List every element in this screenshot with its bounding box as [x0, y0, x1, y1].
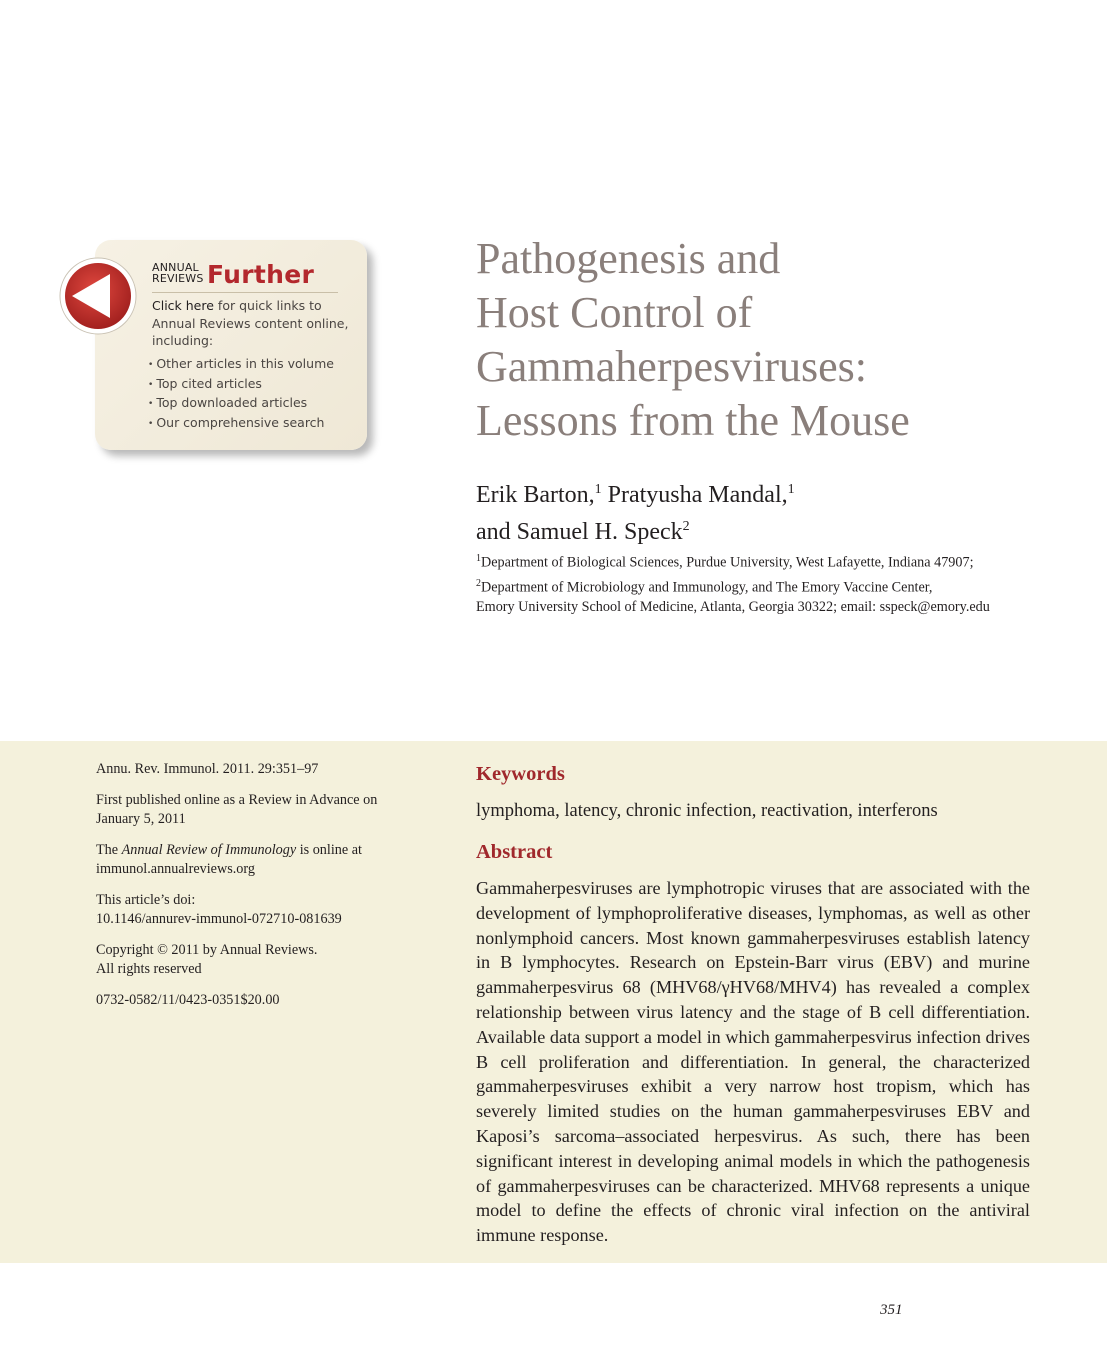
journal-online — [96, 841, 416, 880]
keywords-heading: Keywords — [476, 763, 565, 785]
author-1: Erik Barton, — [476, 482, 595, 508]
further-list — [148, 355, 334, 433]
further-item-other-articles[interactable]: • Other articles in this volume — [148, 355, 334, 375]
citation: Annu. Rev. Immunol. 2011. 29:351–97 — [96, 761, 319, 777]
doi-value[interactable]: 10.1146/annurev-immunol-072710-081639 — [96, 911, 342, 927]
further-intro-text: for quick links to Annual Reviews content online, including: — [152, 298, 349, 348]
doi-label: This article’s doi: — [96, 891, 196, 908]
author-1-sup: 1 — [594, 482, 602, 497]
affiliation-2-sup: 2 — [476, 578, 481, 589]
author-3: and Samuel H. Speck — [476, 519, 683, 545]
authors — [476, 474, 1076, 548]
title-line-1: Pathogenesis and — [476, 234, 781, 283]
title-line-2: Host Control of — [476, 288, 753, 337]
further-item-top-cited[interactable]: • Top cited articles — [148, 375, 334, 395]
title-line-4: Lessons from the Mouse — [476, 396, 910, 445]
journal-name: Annual Review of Immunology — [121, 841, 297, 858]
rights: All rights reserved — [96, 961, 202, 977]
author-3-sup: 2 — [682, 519, 690, 534]
further-item-search[interactable]: • Our comprehensive search — [148, 414, 334, 434]
keywords-text: lymphoma, latency, chronic infection, reactivation, interferons — [476, 801, 938, 821]
affiliation-2-text: Department of Microbiology and Immunology, and The Emory Vaccine Center, — [481, 579, 933, 596]
further-item-top-downloaded[interactable]: • Top downloaded articles — [148, 394, 334, 414]
back-arrow-icon[interactable] — [58, 256, 138, 336]
journal-post[interactable]: is online at immunol.annualreviews.org — [96, 841, 362, 877]
affiliation-1 — [476, 549, 1076, 573]
title-line-3: Gammaherpesviruses: — [476, 342, 867, 391]
further-divider — [152, 292, 338, 293]
abstract-heading: Abstract — [476, 841, 553, 863]
issn: 0732-0582/11/0423-0351$20.00 — [96, 991, 280, 1008]
author-2: Pratyusha Mandal, — [607, 482, 788, 508]
page-number: 351 — [880, 1302, 903, 1318]
annual-text: ANNUAL — [152, 261, 199, 274]
main-column — [476, 760, 1030, 1248]
article-title — [476, 232, 1076, 448]
reviews-text: REVIEWS — [152, 272, 204, 285]
doi-block — [96, 891, 416, 930]
further-text: Further — [207, 260, 315, 289]
copyright-block — [96, 941, 416, 980]
journal-pre: The — [96, 841, 119, 858]
published-date: First published online as a Review in Advance on January 5, 2011 — [96, 791, 378, 827]
click-here-link[interactable]: Click here — [152, 298, 214, 313]
article-meta — [96, 760, 416, 1021]
abstract-text: Gammaherpesviruses are lymphotropic viruses that are associated with the development of lymphoproliferative diseases, lymphomas, as well as other nonlymphoid cancers. Most known gammaherpesviruses establish latency in B lymphocytes. Research on Epstein-Barr virus (EBV) and murine gammaherpesvirus 68 (MHV68/γHV68/MHV4) has revealed a complex relationship between virus latency and the stage of B cell differentiation. Available data support a model in which gammaherpesvirus infection drives B cell proliferation and differentiation. In general, the characterized gammaherpesviruses exhibit a very narrow host tropism, which has severely limited studies on the human gammaherpesviruses EBV and Kaposi’s sarcoma–associated herpesvirus. As such, there has been significant interest in developing animal models in which the pathogenesis of gammaherpesviruses can be characterized. MHV68 represents a unique model to define the effects of chronic viral infection on the antiviral immune response. — [476, 878, 1030, 1246]
further-intro — [152, 297, 352, 350]
affiliation-1-sup: 1 — [476, 553, 481, 564]
copyright: Copyright © 2011 by Annual Reviews. — [96, 941, 318, 958]
annual-reviews-further-logo — [152, 260, 315, 289]
affiliation-1-text: Department of Biological Sciences, Purdue University, West Lafayette, Indiana 47907; — [481, 554, 974, 571]
affiliation-2-text-line2: Emory University School of Medicine, Atlanta, Georgia 30322; email: sspeck@emory.edu — [476, 598, 990, 615]
author-2-sup: 1 — [787, 482, 795, 497]
affiliation-2 — [476, 574, 1076, 617]
